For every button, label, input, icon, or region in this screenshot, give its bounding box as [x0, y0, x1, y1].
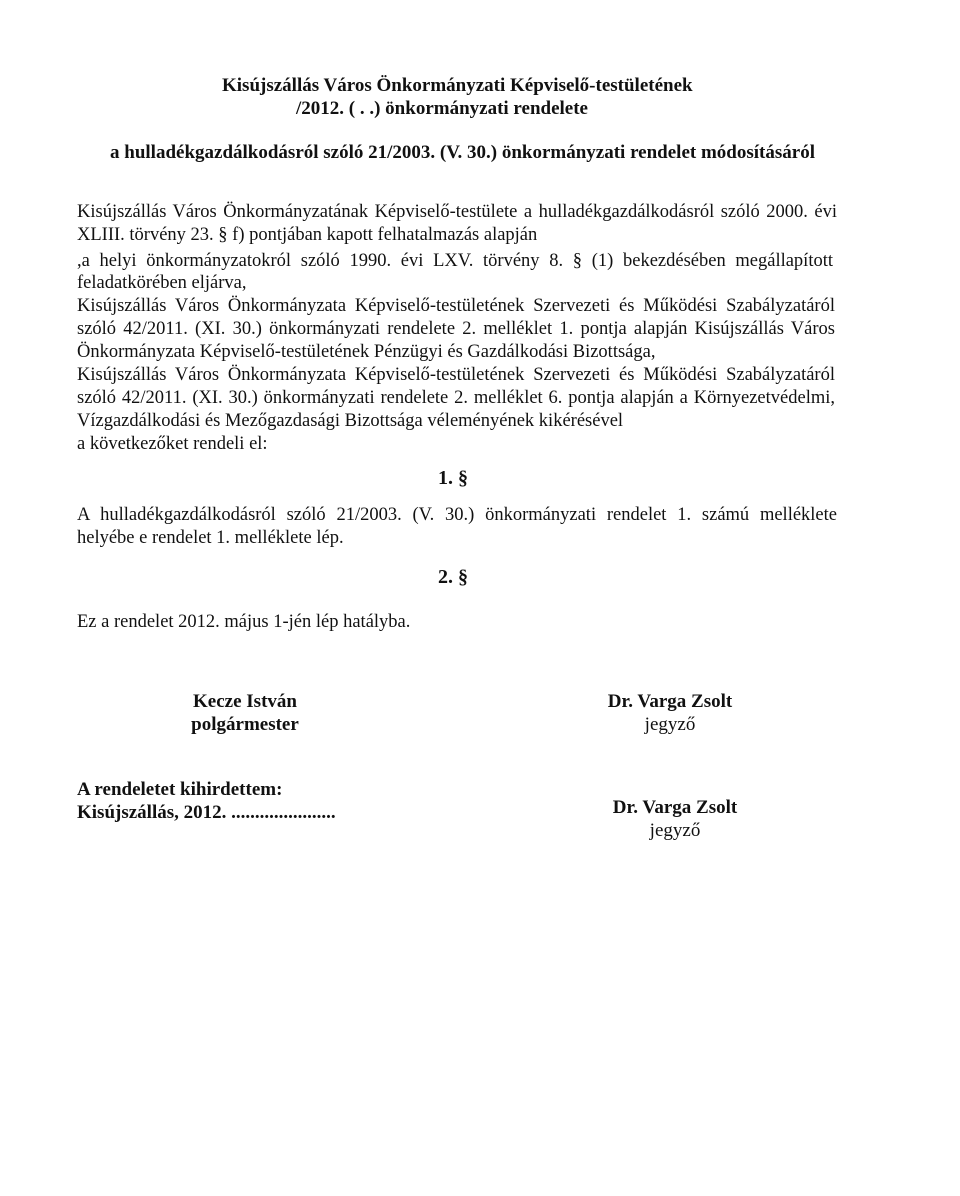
- preamble-line-4: feladatkörében eljárva,: [77, 273, 247, 293]
- title-line-2: /2012. ( . .) önkormányzati rendelete: [296, 98, 588, 119]
- section-1-line-2: helyébe e rendelet 1. melléklete lép.: [77, 528, 344, 548]
- title-line-1: Kisújszállás Város Önkormányzati Képviselő-testületének: [222, 75, 693, 96]
- promulgation-signer-name: Dr. Varga Zsolt: [612, 797, 738, 818]
- promulgation-signer: [585, 796, 765, 842]
- promulgation-line-2: Kisújszállás, 2012. ......................: [77, 802, 336, 823]
- preamble-line-7: Önkormányzata Képviselő-testületének Pénzügyi és Gazdálkodási Bizottsága,: [77, 342, 656, 362]
- preamble-line-9: szóló 42/2011. (XI. 30.) önkormányzati rendelete 2. melléklet 6. pontja alapján a Környezetvédelmi,: [77, 388, 835, 408]
- section-2-line-1: Ez a rendelet 2012. május 1-jén lép hatályba.: [77, 612, 411, 632]
- section-2-heading: 2. §: [438, 566, 468, 588]
- preamble-line-2: XLIII. törvény 23. § f) pontjában kapott felhatalmazás alapján: [77, 225, 538, 245]
- section-1-line-1: A hulladékgazdálkodásról szóló 21/2003. (V. 30.) önkormányzati rendelet 1. számú melléklete: [77, 505, 837, 525]
- signature-left-title: polgármester: [191, 714, 299, 735]
- preamble-line-8: Kisújszállás Város Önkormányzata Képviselő-testületének Szervezeti és Működési Szabályzatáról: [77, 365, 835, 385]
- preamble-line-10: Vízgazdálkodási és Mezőgazdasági Bizottsága véleményének kikérésével: [77, 411, 624, 431]
- preamble-line-3: ,a helyi önkormányzatokról szóló 1990. évi LXV. törvény 8. § (1) bekezdésében megállapított: [77, 251, 833, 271]
- title-line-3: a hulladékgazdálkodásról szóló 21/2003. (V. 30.) önkormányzati rendelet módosításáról: [110, 142, 815, 163]
- signature-right-name: Dr. Varga Zsolt: [607, 691, 733, 712]
- section-1-heading: 1. §: [438, 467, 468, 489]
- promulgation-line-1: A rendeletet kihirdettem:: [77, 779, 283, 800]
- preamble-line-11: a következőket rendeli el:: [77, 434, 268, 454]
- preamble-line-6: szóló 42/2011. (XI. 30.) önkormányzati rendelete 2. melléklet 1. pontja alapján Kisújszállás Város: [77, 319, 835, 339]
- signature-left: [150, 690, 340, 736]
- signature-right: [580, 690, 760, 736]
- preamble-line-1: Kisújszállás Város Önkormányzatának Képviselő-testülete a hulladékgazdálkodásról szóló 2000. évi: [77, 202, 837, 222]
- signature-left-name: Kecze István: [193, 691, 297, 712]
- preamble-line-5: Kisújszállás Város Önkormányzata Képviselő-testületének Szervezeti és Működési Szabályzatáról: [77, 296, 835, 316]
- promulgation-signer-title: jegyző: [649, 820, 701, 841]
- signature-right-title: jegyző: [644, 714, 696, 735]
